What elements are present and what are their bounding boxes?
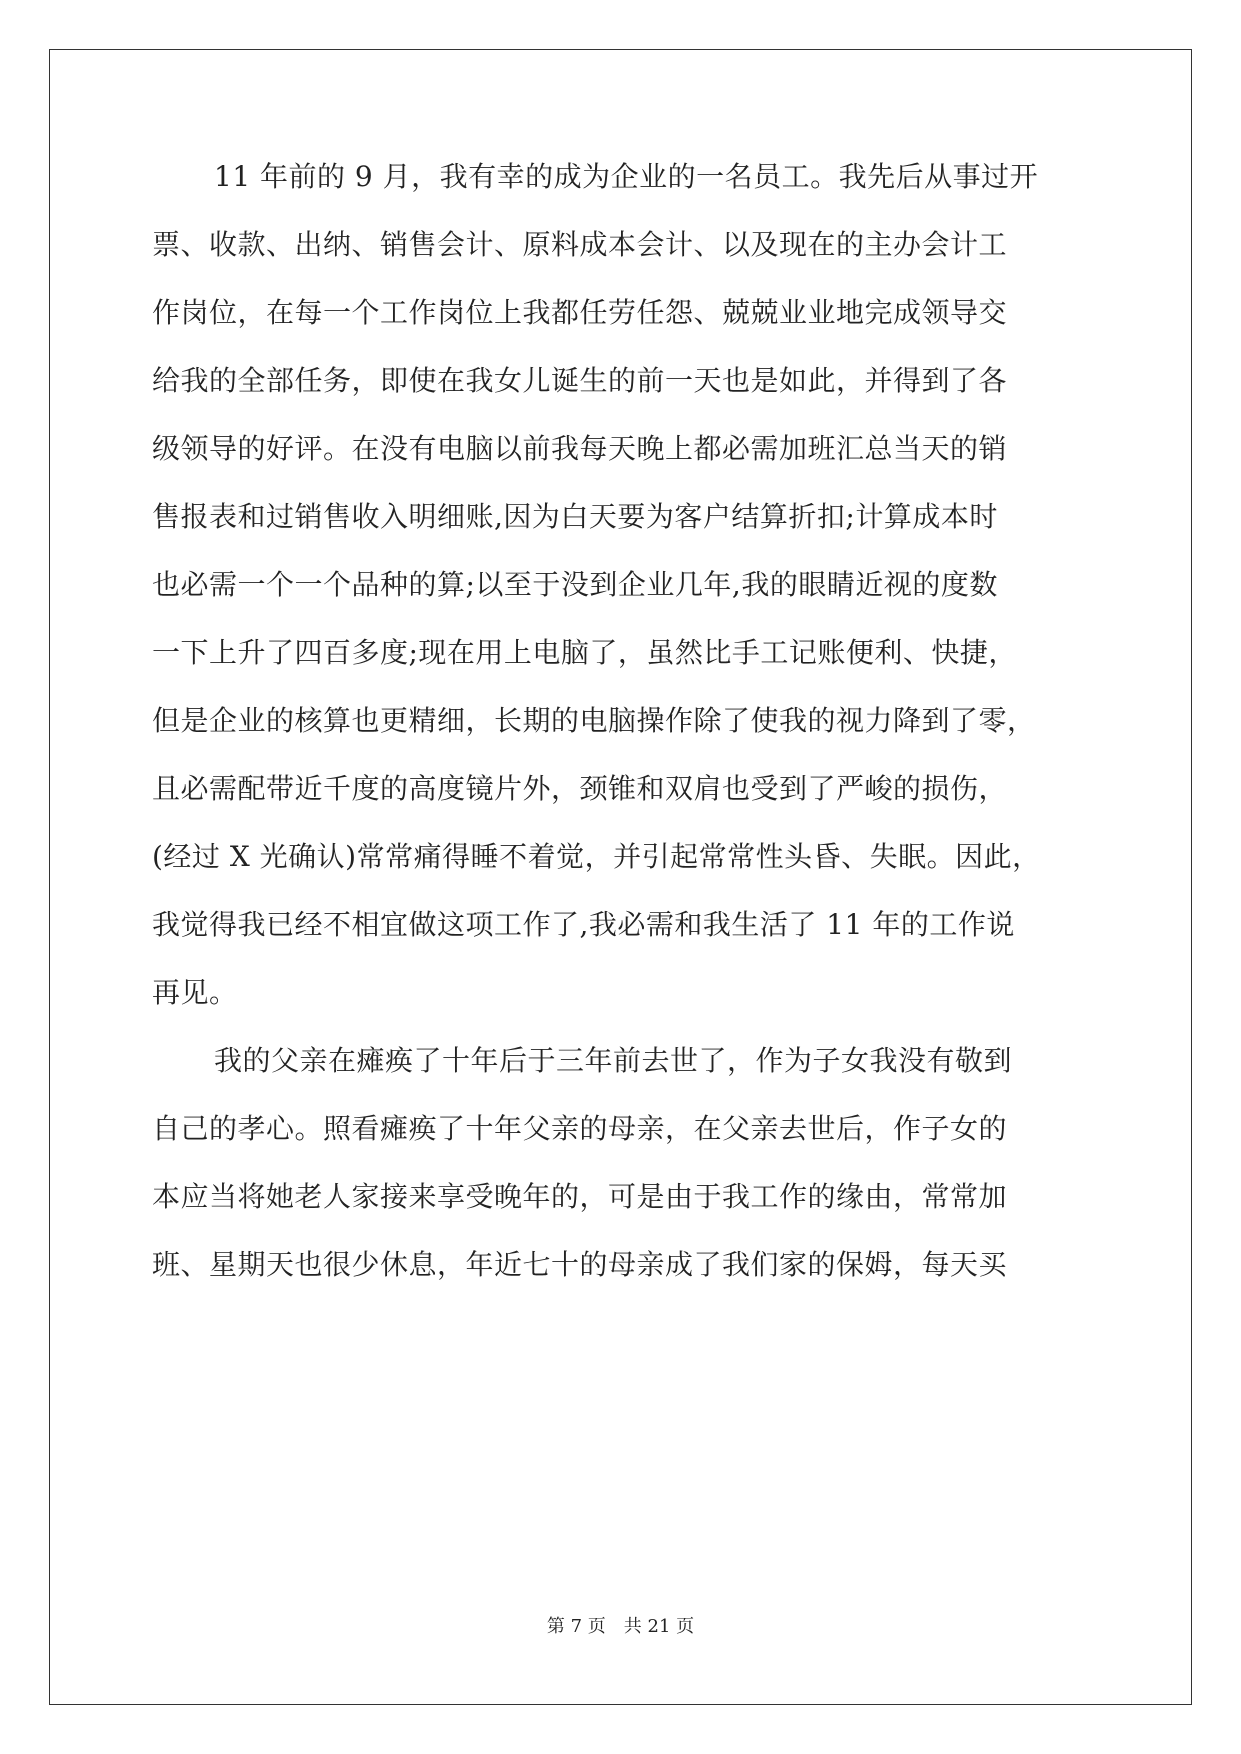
paragraph-2 xyxy=(152,1044,1089,1319)
text-line: 但是企业的核算也更精细，长期的电脑操作除了使我的视力降到了零， xyxy=(152,704,1036,737)
text-line: 本应当将她老人家接来享受晚年的，可是由于我工作的缘由，常常加 xyxy=(152,1180,1008,1213)
text-line: 且必需配带近千度的高度镜片外，颈锥和双肩也受到了严峻的损伤， xyxy=(152,772,1008,805)
text-line: 再见。 xyxy=(152,976,238,1009)
text-line: 我的父亲在瘫痪了十年后于三年前去世了，作为子女我没有敬到 xyxy=(214,1044,1013,1077)
text-line: 班、星期天也很少休息，年近七十的母亲成了我们家的保姆，每天买 xyxy=(152,1248,1008,1281)
text-line: 给我的全部任务，即使在我女儿诞生的前一天也是如此，并得到了各 xyxy=(152,364,1008,397)
page-number-footer: 第 7 页 共 21 页 xyxy=(546,1616,695,1637)
text-line: 售报表和过销售收入明细账,因为白天要为客户结算折扣;计算成本时 xyxy=(152,500,998,533)
text-line: 自己的孝心。照看瘫痪了十年父亲的母亲，在父亲去世后，作子女的 xyxy=(152,1112,1008,1145)
text-line: 票、收款、出纳、销售会计、原料成本会计、以及现在的主办会计工 xyxy=(152,228,1008,261)
text-line: 11 年前的 9 月，我有幸的成为企业的一名员工。我先后从事过开 xyxy=(214,160,1039,193)
paragraph-1 xyxy=(152,160,1089,1047)
document-body xyxy=(152,160,1089,1319)
text-line: (经过 X 光确认)常常痛得睡不着觉，并引起常常性头昏、失眠。因此， xyxy=(152,840,1041,873)
text-line: 我觉得我已经不相宜做这项工作了,我必需和我生活了 11 年的工作说 xyxy=(152,908,1015,941)
text-line: 一下上升了四百多度;现在用上电脑了，虽然比手工记账便利、快捷， xyxy=(152,636,1017,669)
text-line: 级领导的好评。在没有电脑以前我每天晚上都必需加班汇总当天的销 xyxy=(152,432,1008,465)
text-line: 也必需一个一个品种的算;以至于没到企业几年,我的眼睛近视的度数 xyxy=(152,568,998,601)
text-line: 作岗位，在每一个工作岗位上我都任劳任怨、兢兢业业地完成领导交 xyxy=(152,296,1008,329)
